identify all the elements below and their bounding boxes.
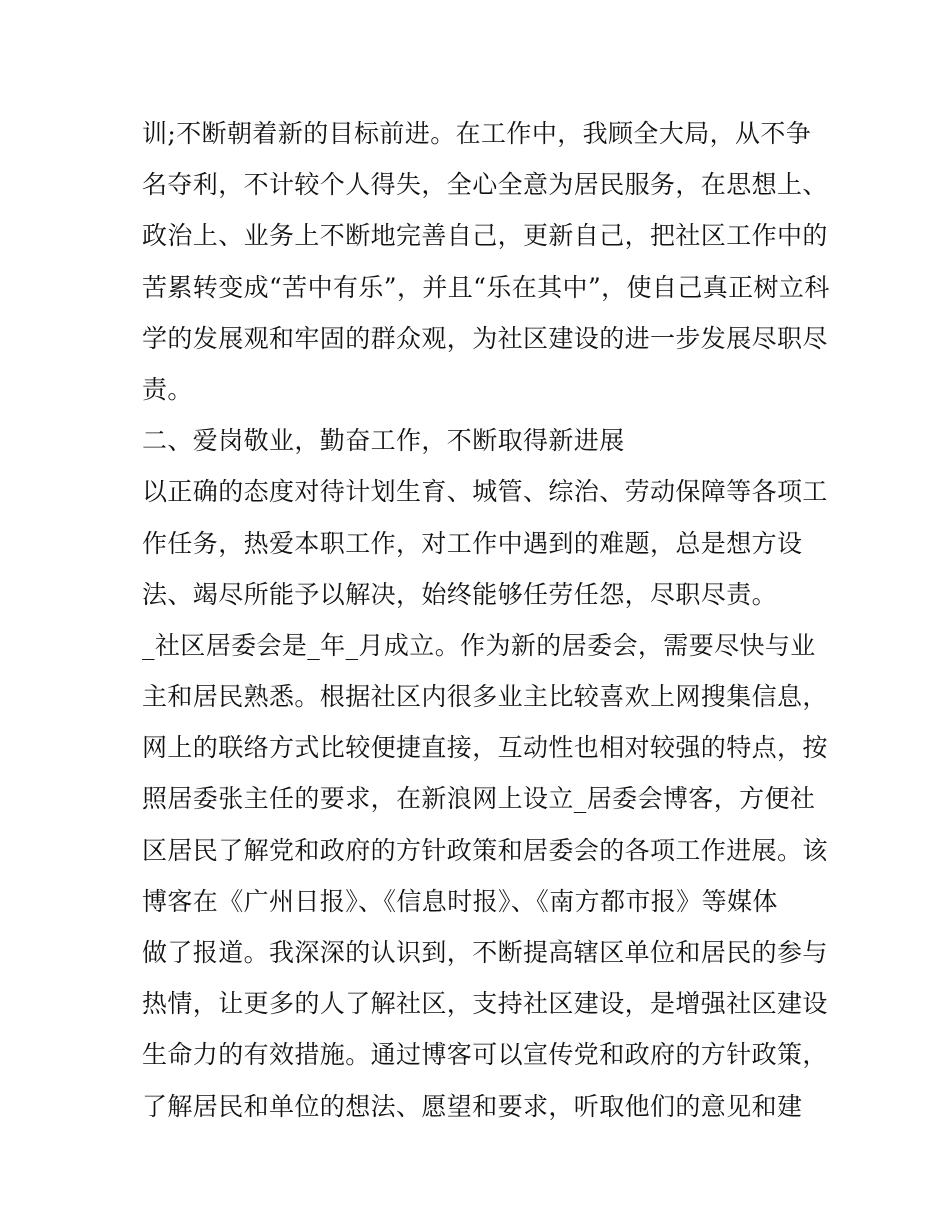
text-line-5: 学的发展观和牢固的群众观，为社区建设的进一步发展尽职尽: [142, 323, 828, 353]
text-line-3: 政治上、业务上不断地完善自己，更新自己，把社区工作中的: [142, 221, 828, 251]
text-line-9: 作任务，热爱本职工作，对工作中遇到的难题，总是想方设: [142, 528, 803, 558]
text-line-15: 区居民了解党和政府的方针政策和居委会的各项工作进展。该: [142, 835, 828, 865]
text-line-10: 法、竭尽所能予以解决，始终能够任劳任怨，尽职尽责。: [142, 579, 778, 609]
text-line-1: 训;不断朝着新的目标前进。在工作中，我顾全大局，从不争: [142, 119, 812, 148]
text-line-17: 做了报道。我深深的认识到，不断提高辖区单位和居民的参与: [142, 938, 828, 967]
text-line-16: 博客在《广州日报》、《信息时报》、《南方都市报》等媒体: [142, 886, 778, 916]
text-line-19: 生命力的有效措施。通过博客可以宣传党和政府的方针政策，: [142, 1040, 828, 1070]
text-line-13: 网上的联络方式比较便捷直接，互动性也相对较强的特点，按: [142, 733, 828, 763]
text-line-14: 照居委张主任的要求，在新浪网上设立_居委会博客，方便社: [142, 784, 816, 814]
text-line-12: 主和居民熟悉。根据社区内很多业主比较喜欢上网搜集信息，: [142, 682, 828, 712]
text-line-8: 以正确的态度对待计划生育、城管、综治、劳动保障等各项工: [142, 477, 828, 507]
text-line-20: 了解居民和单位的想法、愿望和要求，听取他们的意见和建: [142, 1091, 803, 1121]
text-line-4: 苦累转变成“苦中有乐”，并且“乐在其中”，使自己真正树立科: [142, 272, 830, 302]
body-text: [142, 108, 842, 1132]
text-line-2: 名夺利，不计较个人得失，全心全意为居民服务，在思想上、: [142, 170, 828, 200]
text-line-6: 责。: [142, 374, 193, 404]
section-heading: 二、爱岗敬业，勤奋工作，不断取得新进展: [142, 426, 625, 456]
text-line-18: 热情，让更多的人了解社区，支持社区建设，是增强社区建设: [142, 989, 828, 1019]
text-line-11: _社区居委会是_年_月成立。作为新的居委会，需要尽快与业: [142, 630, 816, 660]
